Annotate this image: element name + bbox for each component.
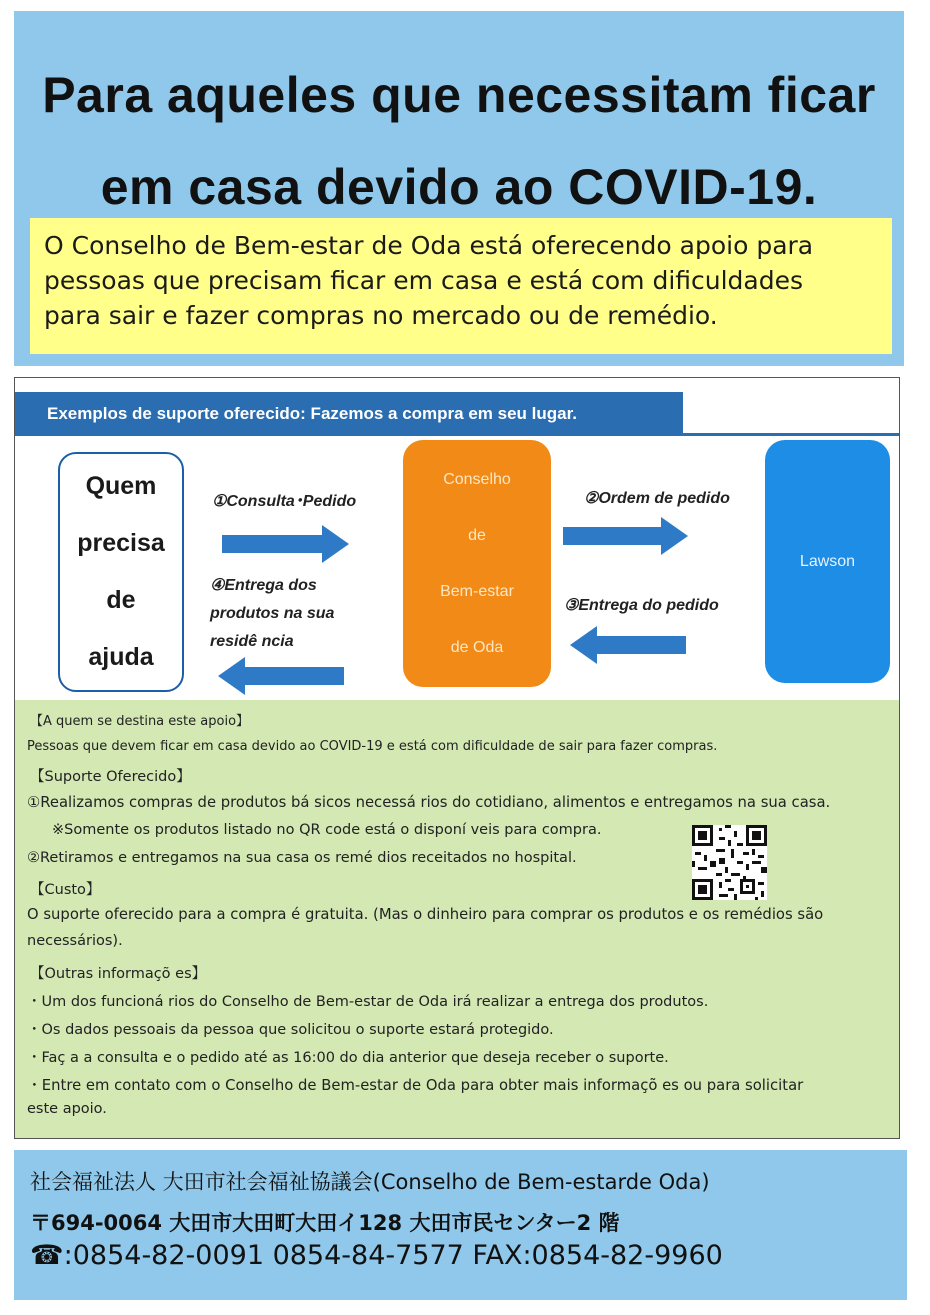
step-2-label: ②Ordem de pedido: [584, 490, 730, 507]
arrow-right-icon: [222, 525, 350, 563]
footer-phones: ☎:0854-82-0091 0854-84-7577 FAX:0854-82-9960: [30, 1240, 723, 1271]
step-1-label: ①Consulta･Pedido: [212, 493, 357, 510]
other-item-4-line-1: ・Entre em contato com o Conselho de Bem-estar de Oda para obter mais informaçõ es ou para solicitar: [27, 1077, 804, 1094]
banner-underline: [15, 433, 899, 436]
support-heading: 【Suporte Oferecido】: [30, 769, 191, 785]
title-line-2: em casa devido ao COVID-19.: [100, 159, 818, 215]
section-banner: Exemplos de suporte oferecido: Fazemos a compra em seu lugar.: [15, 392, 683, 435]
other-item-2: ・Os dados pessoais da pessoa que solicitou o suporte estará protegido.: [27, 1022, 554, 1038]
footer-address: 〒694-0064 大田市大田町大田イ128 大田市民センター2 階: [30, 1211, 620, 1235]
cost-heading: 【Custo】: [30, 882, 101, 898]
who-text: Pessoas que devem ficar em casa devido ao COVID-19 e está com dificuldade de sair para fazer compras.: [27, 739, 718, 754]
intro-line-2: pessoas que precisam ficar em casa e está com dificuldades: [44, 266, 804, 295]
support-item-1: ①Realizamos compras de produtos bá sicos necessá rios do cotidiano, alimentos e entregamos na sua casa.: [27, 794, 831, 811]
intro-line-1: O Conselho de Bem-estar de Oda está oferecendo apoio para: [44, 231, 814, 260]
lawson-box: [765, 440, 890, 683]
person-in-need-box: [58, 452, 184, 692]
intro-box: [30, 218, 892, 354]
title-line-1: Para aqueles que necessitam ficar: [42, 67, 876, 123]
other-item-3: ・Faç a a consulta e o pedido até as 16:00 do dia anterior que deseja receber o suporte.: [27, 1050, 669, 1066]
intro-line-3: para sair e fazer compras no mercado ou de remédio.: [44, 301, 718, 330]
person-in-need-label: Quem precisa de ajuda: [77, 472, 165, 671]
step-3-label: ③Entrega do pedido: [564, 597, 719, 614]
other-heading: 【Outras informaçõ es】: [30, 966, 207, 982]
step-4-label: ④Entrega dos produtos na sua residê ncia: [210, 577, 335, 650]
council-label: Conselho de Bem-estar de Oda: [440, 470, 514, 656]
support-item-2: ②Retiramos e entregamos na sua casa os remé dios receitados no hospital.: [27, 850, 577, 866]
lawson-label: Lawson: [799, 552, 856, 570]
who-heading: 【A quem se destina este apoio】: [30, 714, 250, 729]
other-item-4-line-2: este apoio.: [27, 1101, 107, 1117]
council-box: [403, 440, 551, 687]
other-item-1: ・Um dos funcioná rios do Conselho de Bem-estar de Oda irá realizar a entrega dos produtos.: [27, 994, 709, 1010]
support-note: ※Somente os produtos listado no QR code está o disponí veis para compra.: [52, 822, 602, 838]
page-title: [14, 49, 904, 233]
footer-organization: 社会福祉法人 大田市社会福祉協議会(Conselho de Bem-estarde Oda): [30, 1170, 710, 1194]
qr-code-icon[interactable]: [692, 825, 767, 900]
arrow-right-icon: [563, 517, 689, 555]
cost-line-1: O suporte oferecido para a compra é gratuita. (Mas o dinheiro para comprar os produtos e os remédios são: [27, 906, 824, 923]
arrow-left-icon: [570, 626, 686, 664]
cost-line-2: necessários).: [27, 933, 123, 949]
arrow-left-icon: [218, 657, 344, 695]
